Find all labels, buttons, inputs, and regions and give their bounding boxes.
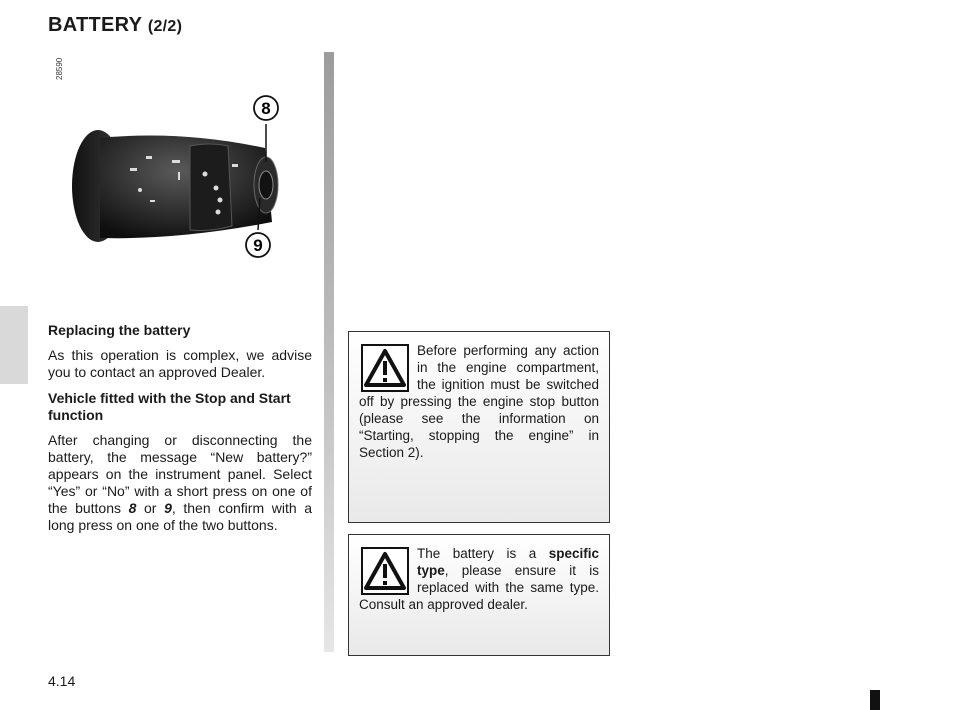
button-8-ref: 8 bbox=[128, 500, 137, 516]
heading-replacing-battery: Replacing the battery bbox=[48, 322, 191, 338]
column-divider bbox=[324, 52, 334, 652]
warning-text-ignition: Before performing any action in the engine compartment, the ignition must be switched off by pressing the engine stop button (please see the information on “Starting, stopping the engine” in Section 2). bbox=[359, 343, 599, 460]
callout-9-label: 9 bbox=[253, 236, 263, 255]
warning-triangle-icon bbox=[361, 547, 409, 595]
warning-2-post: , please ensure it is replaced with the same type. Consult an approved dealer. bbox=[359, 563, 599, 612]
paragraph-text-post: , then confirm with a long press on one of the two buttons. bbox=[48, 500, 313, 533]
page-title-part: (2/2) bbox=[147, 18, 183, 35]
warning-box-battery-type bbox=[348, 534, 610, 656]
warning-2-pre: The battery is a bbox=[417, 546, 549, 561]
page-title-text: BATTERY bbox=[48, 14, 142, 36]
warning-triangle-icon bbox=[361, 344, 409, 392]
left-column bbox=[48, 322, 312, 543]
wiper-stalk-illustration bbox=[60, 90, 320, 270]
heading-stop-start: Vehicle fitted with the Stop and Start function bbox=[48, 390, 291, 423]
section-tab bbox=[0, 306, 28, 384]
paragraph-new-battery bbox=[48, 432, 312, 534]
callout-8-label: 8 bbox=[261, 99, 271, 118]
page-title bbox=[48, 14, 182, 37]
paragraph-text-pre: After changing or disconnecting the battery, the message “New battery?” appears on the instrument panel. Select “Yes” or “No” with a short press on one of the buttons bbox=[48, 432, 312, 516]
stalk-body bbox=[100, 136, 272, 239]
rotary-button bbox=[259, 171, 273, 199]
paragraph-advice: As this operation is complex, we advise you to contact an approved Dealer. bbox=[48, 347, 312, 380]
stalk-ring bbox=[190, 144, 232, 231]
image-code: 28590 bbox=[55, 57, 64, 80]
corner-mark bbox=[870, 690, 880, 710]
button-9-ref: 9 bbox=[164, 500, 172, 516]
paragraph-text-or: or bbox=[136, 500, 165, 516]
page-number: 4.14 bbox=[48, 673, 76, 689]
warning-box-ignition bbox=[348, 331, 610, 523]
warning-2-bold: specific type bbox=[417, 546, 599, 578]
